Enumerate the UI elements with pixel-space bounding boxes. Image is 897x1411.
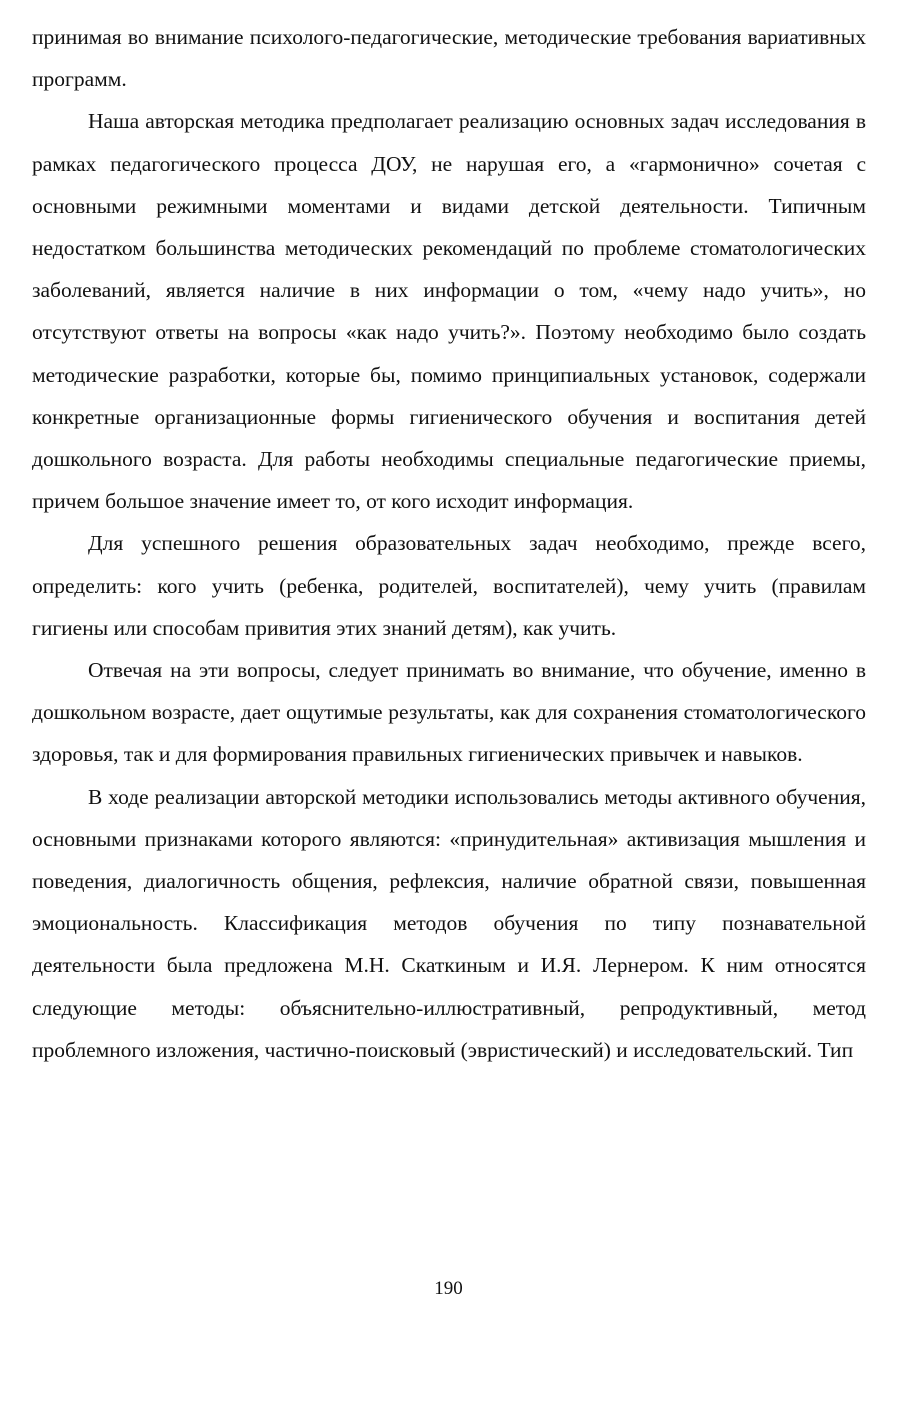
paragraph-author-method: Наша авторская методика предполагает реализацию основных задач исследования в рамках педагогического процесса ДОУ, не нарушая его, а «гармонично» сочетая с основными режимными моментами и видами детской деятельности. Типичным недостатком большинства методических рекомендаций по проблеме стоматологических заболеваний, является наличие в них информации о том, «чему надо учить», но отсутствуют ответы на вопросы «как надо учить?». Поэтому необходимо было создать методические разработки, которые бы, помимо принципиальных установок, содержали конкретные организационные формы гигиенического обучения и воспитания детей дошкольного возраста. Для работы необходимы специальные педагогические приемы, причем большое значение имеет то, от кого исходит информация. — [32, 109, 866, 514]
page-number: 190 — [434, 1278, 463, 1299]
paragraph-active-learning-methods: В ходе реализации авторской методики использовались методы активного обучения, основными признаками которого являются: «принудительная» активизация мышления и поведения, диалогичность общения, рефлексия, наличие обратной связи, повышенная эмоциональность. Классификация методов обучения по типу познавательной деятельности была предложена М.Н. Скаткиным и И.Я. Лернером. К ним относятся следующие методы: объяснительно-иллюстративный, репродуктивный, метод проблемного изложения, частично-поисковый (эвристический) и исследовательский. Тип — [32, 784, 866, 1062]
paragraph-educational-tasks: Для успешного решения образовательных задач необходимо, прежде всего, определить: кого учить (ребенка, родителей, воспитателей), чему учить (правилам гигиены или способам привития этих знаний детям), как учить. — [32, 531, 866, 640]
paragraph-answering-questions: Отвечая на эти вопросы, следует принимать во внимание, что обучение, именно в дошкольном возрасте, дает ощутимые результаты, как для сохранения стоматологического здоровья, так и для формирования правильных гигиенических привычек и навыков. — [32, 658, 866, 767]
paragraph-continuation: принимая во внимание психолого-педагогические, методические требования вариативных программ. — [32, 25, 866, 92]
body-text — [32, 16, 866, 1071]
